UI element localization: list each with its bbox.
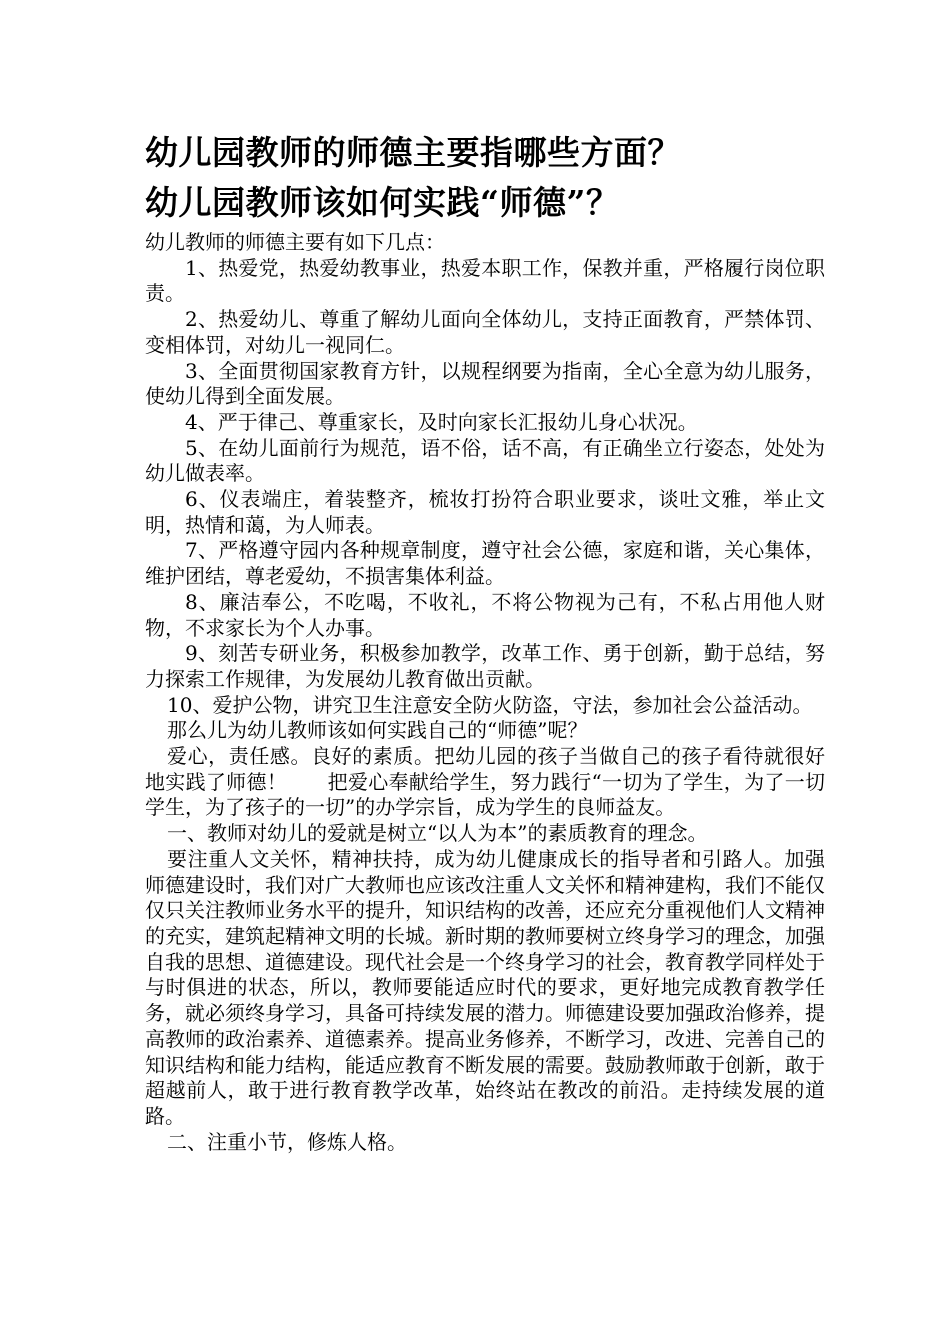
document-body: [145, 230, 825, 1155]
point-paragraph: 10、爱护公物，讲究卫生注意安全防火防盗，守法，参加社会公益活动。: [167, 692, 813, 717]
intro-paragraph: 幼儿教师的师德主要有如下几点：: [145, 230, 445, 254]
title-line-1: 幼儿园教师的师德主要指哪些方面？: [145, 133, 681, 172]
section-heading: 一、教师对幼儿的爱就是树立“以人为本”的素质教育的理念。: [167, 821, 708, 846]
point-paragraph: 9、刻苦专研业务，积极参加教学，改革工作、勇于创新，勤于总结，努力探索工作规律，为发展幼儿教育做出贡献。: [145, 641, 825, 691]
point-paragraph: 8、廉洁奉公，不吃喝，不收礼，不将公物视为己有，不私占用他人财物，不求家长为个人办事。: [145, 589, 825, 640]
document-content: [145, 128, 825, 1155]
point-paragraph: 2、热爱幼儿、尊重了解幼儿面向全体幼儿，支持正面教育，严禁体罚、变相体罚，对幼儿一视同仁。: [145, 307, 825, 357]
title-line-2: 幼儿园教师该如何实践“师德”？: [145, 183, 620, 222]
section-heading: 二、注重小节，修炼人格。: [167, 1129, 407, 1154]
point-paragraph: 4、严于律己、尊重家长，及时向家长汇报幼儿身心状况。: [185, 409, 698, 434]
answer-paragraph: 爱心，责任感。良好的素质。把幼儿园的孩子当做自己的孩子看待就很好地实践了师德！ 把爱心奉献给学生，努力践行“一切为了学生，为了一切学生，为了孩子的一切”的办学宗旨，成为学生的良师益友。: [145, 744, 825, 820]
point-paragraph: 1、热爱党，热爱幼教事业，热爱本职工作，保教并重，严格履行岗位职责。: [145, 255, 825, 306]
point-paragraph: 6、仪表端庄，着装整齐，梳妆打扮符合职业要求，谈吐文雅，举止文明，热情和蔼，为人师表。: [145, 487, 825, 537]
point-paragraph: 3、全面贯彻国家教育方针，以规程纲要为指南，全心全意为幼儿服务，使幼儿得到全面发展。: [145, 358, 825, 409]
section-body-paragraph: 要注重人文关怀，精神扶持，成为幼儿健康成长的指导者和引路人。加强师德建设时，我们对广大教师也应该改注重人文关怀和精神建构，我们不能仅仅只关注教师业务水平的提升，知识结构的改善，还应充分重视他们人文精神的充实，建筑起精神文明的长城。新时期的教师要树立终身学习的理念，加强自我的思想、道德建设。现代社会是一个终身学习的社会，教育教学同样处于与时俱进的状态，所以，教师要能适应时代的要求，更好地完成教育教学任务，就必须终身学习，具备可持续发展的潜力。师德建设要加强政治修养，提高教师的政治素养、道德素养。提高业务修养，不断学习，改进、完善自己的知识结构和能力结构，能适应教育不断发展的需要。鼓励教师敢于创新，敢于超越前人，敢于进行教育教学改革，始终站在教改的前沿。走持续发展的道路。: [145, 846, 825, 1128]
point-paragraph: 5、在幼儿面前行为规范，语不俗，话不高，有正确坐立行姿态，处处为幼儿做表率。: [145, 435, 825, 486]
question-paragraph: 那么儿为幼儿教师该如何实践自己的“师德”呢？: [167, 718, 588, 743]
point-paragraph: 7、严格遵守园内各种规章制度，遵守社会公德，家庭和谐，关心集体，维护团结，尊老爱幼，不损害集体利益。: [145, 538, 825, 589]
